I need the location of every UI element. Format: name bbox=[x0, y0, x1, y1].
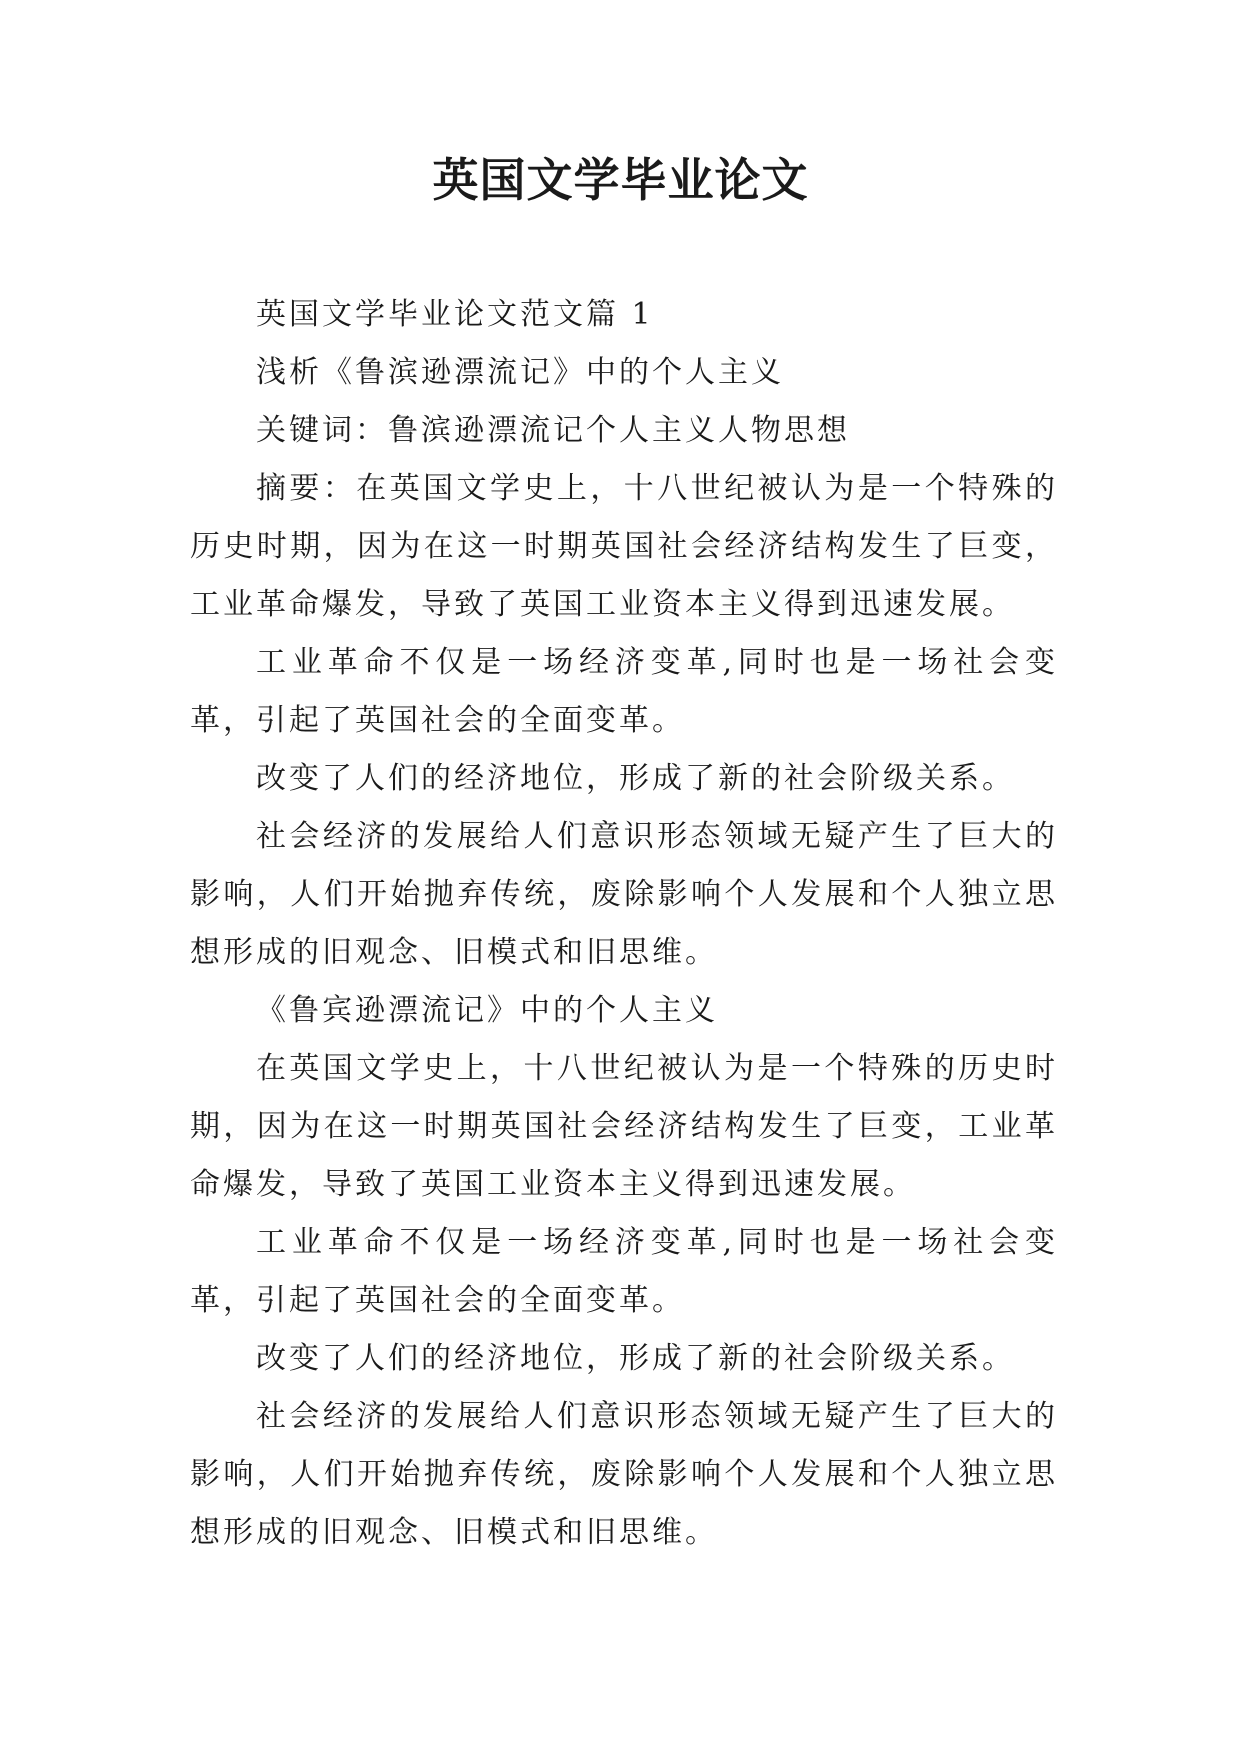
paragraph-section-heading: 《鲁宾逊漂流记》中的个人主义 bbox=[256, 993, 718, 1028]
paragraph-subtitle: 英国文学毕业论文范文篇 1 bbox=[256, 297, 654, 332]
paragraph: 社会经济的发展给人们意识形态领域无疑产生了巨大的影响，人们开始抛弃传统，废除影响个人发展和个人独立思想形成的旧观念、旧模式和旧思维。 bbox=[190, 819, 1058, 970]
paragraph: 改变了人们的经济地位，形成了新的社会阶级关系。 bbox=[256, 1341, 1015, 1376]
paragraph-article-title: 浅析《鲁滨逊漂流记》中的个人主义 bbox=[256, 355, 784, 390]
paragraph: 工业革命不仅是一场经济变革,同时也是一场社会变革，引起了英国社会的全面变革。 bbox=[190, 645, 1058, 738]
paragraph: 改变了人们的经济地位，形成了新的社会阶级关系。 bbox=[256, 761, 1015, 796]
paragraph-keywords: 关键词：鲁滨逊漂流记个人主义人物思想 bbox=[256, 413, 850, 448]
paragraph-abstract: 摘要：在英国文学史上，十八世纪被认为是一个特殊的历史时期，因为在这一时期英国社会经济结构发生了巨变，工业革命爆发，导致了英国工业资本主义得到迅速发展。 bbox=[190, 471, 1058, 622]
document-body bbox=[190, 286, 1058, 1562]
paragraph: 社会经济的发展给人们意识形态领域无疑产生了巨大的影响，人们开始抛弃传统，废除影响个人发展和个人独立思想形成的旧观念、旧模式和旧思维。 bbox=[190, 1399, 1058, 1550]
document-title: 英国文学毕业论文 bbox=[432, 153, 809, 207]
paragraph: 工业革命不仅是一场经济变革,同时也是一场社会变革，引起了英国社会的全面变革。 bbox=[190, 1225, 1058, 1318]
paragraph: 在英国文学史上，十八世纪被认为是一个特殊的历史时期，因为在这一时期英国社会经济结构发生了巨变，工业革命爆发，导致了英国工业资本主义得到迅速发展。 bbox=[190, 1051, 1058, 1202]
